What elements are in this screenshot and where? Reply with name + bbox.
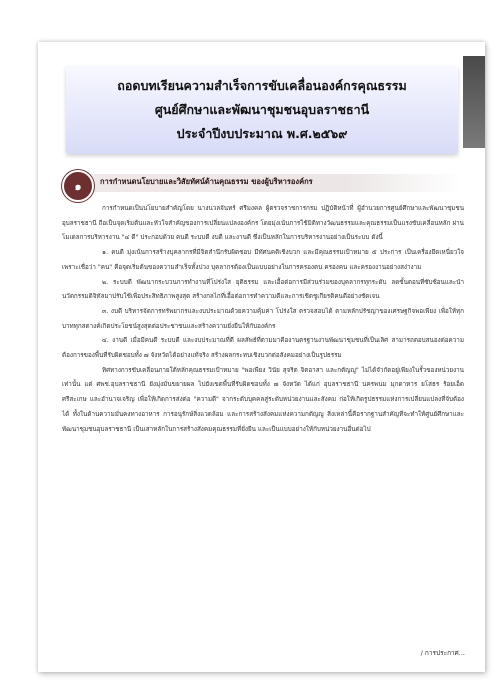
- paragraph-item-2: ๒. ระบบดี พัฒนากระบวนการทำงานที่โปร่งใส ยุติธรรม และเอื้อต่อการมีส่วนร่วมของบุคลากรทุกระดับ ลดขั้นตอนที่ซับซ้อนและนำนวัตกรรมดิจิทัลมาปรับใช้เพื่อประสิทธิภาพสูงสุด สร้างกลไกที่เอื้อต่อการทำความดีและการเชิดชูเกียรติคนดีอย่างชัดเจน: [62, 278, 464, 301]
- decorative-side-band: [463, 56, 485, 148]
- paragraph-intro: การกำหนดเป็นนโยบายสำคัญโดย นางนวลจันทร์ ศรีมงคล ผู้ตรวจราชการกรม ปฏิบัติหน้าที่ ผู้อำนวยการศูนย์ศึกษาและพัฒนาชุมชนอุบลราชธานี ถือเป็นจุดเริ่มต้นและหัวใจสำคัญของการเปลี่ยนแปลงองค์กร โดยมุ่งเน้นการใช้มิติทางวัฒนธรรมและคุณธรรมเป็นแรงขับเคลื่อนหลัก ผ่านโมเดลการบริหารงาน "๔ ดี" ประกอบด้วย คนดี ระบบดี งบดี และงานดี ซึ่งเป็นหลักในการบริหารงานอย่างเป็นระบบ ดังนี้: [62, 205, 464, 242]
- paragraph-conclusion: ทิศทางการขับเคลื่อนภายใต้หลักคุณธรรมเป้าหมาย "พอเพียง วินัย สุจริต จิตอาสา และกตัญญู" ไม่ได้จำกัดอยู่เพียงในรั้วของหน่วยงานเท่านั้น แต่ ศพช.อุบลราชธานี ยังมุ่งมั่นขยายผล ไปยังเขตพื้นที่รับผิดชอบทั้ง ๗ จังหวัด ได้แก่ อุบลราชธานี นครพนม มุกดาหาร ยโสธร ร้อยเอ็ด ศรีสะเกษ และอำนาจเจริญ เพื่อให้เกิดการส่งต่อ "ความดี" จากระดับบุคคลสู่ระดับหน่วยงานและสังคม ก่อให้เกิดรูปธรรมแห่งการเปลี่ยนแปลงที่จับต้องได้ ทั้งในด้านความมั่นคงทางอาหาร การอนุรักษ์สิ่งแวดล้อม และการสร้างสังคมแห่งความกตัญญู สิ่งเหล่านี้คือรากฐานสำคัญที่จะทำให้ศูนย์ศึกษาและพัฒนาชุมชนอุบลราชธานี เป็นเสาหลักในการสร้างสังคมคุณธรรมที่ยั่งยืน และเป็นแบบอย่างให้กับหน่วยงานอื่นต่อไป: [62, 366, 464, 433]
- section-header: [62, 170, 462, 198]
- paragraph-item-4: ๔. งานดี เมื่อมีคนดี ระบบดี และงบประมาณที่ดี ผลลัพธ์ที่ตามมาคืองานตรฐานงานพัฒนาชุมชนที่เป็นเลิศ สามารถตอบสนองต่อความต้องการของพื้นที่รับผิดชอบทั้ง ๗ จังหวัดได้อย่างแท้จริง สร้างผลกระทบเชิงบวกต่อสังคมอย่างเป็นรูปธรรม: [62, 337, 464, 360]
- document-page: [38, 42, 485, 672]
- title-line-1: ถอดบทเรียนความสำเร็จการขับเคลื่อนองค์กรคุณธรรม: [117, 78, 407, 93]
- section-title: การกำหนดนโยบายและวิสัยทัศน์ด้านคุณธรรม ของผู้บริหารองค์กร: [100, 177, 313, 186]
- title-banner: [66, 66, 458, 154]
- section-number-badge: ๑: [62, 170, 94, 202]
- body-text: [62, 202, 464, 437]
- paragraph-item-1: ๑. คนดี มุ่งเน้นการสร้างบุคลากรที่มีจิตสำนึกรับผิดชอบ มีทัศนคติเชิงบวก และมีคุณธรรมเป้าหมาย ๕ ประการ เป็นเครื่องยึดเหนี่ยวใจ เพราะเชื่อว่า "คน" คือจุดเริ่มต้นของความสำเร็จทั้งปวง บุคลากรต้องเป็นแบบอย่างในการครองตน ครองคน และครองงานอย่างสง่างาม: [62, 249, 464, 271]
- page-continuation-note: / การประกาศ...: [420, 649, 465, 657]
- title-line-3: ประจำปีงบประมาณ พ.ศ.๒๕๖๙: [176, 126, 348, 141]
- paragraph-item-3: ๓. งบดี บริหารจัดการทรัพยากรและงบประมาณด้วยความคุ้มค่า โปร่งใส ตรวจสอบได้ ตามหลักปรัชญาของเศรษฐกิจพอเพียง เพื่อให้ทุกบาททุกสตางค์เกิดประโยชน์สูงสุดต่อประชาชนและสร้างความยั่งยืนให้กับองค์กร: [62, 307, 464, 330]
- title-line-2: ศูนย์ศึกษาและพัฒนาชุมชนอุบลราชธานี: [154, 102, 370, 117]
